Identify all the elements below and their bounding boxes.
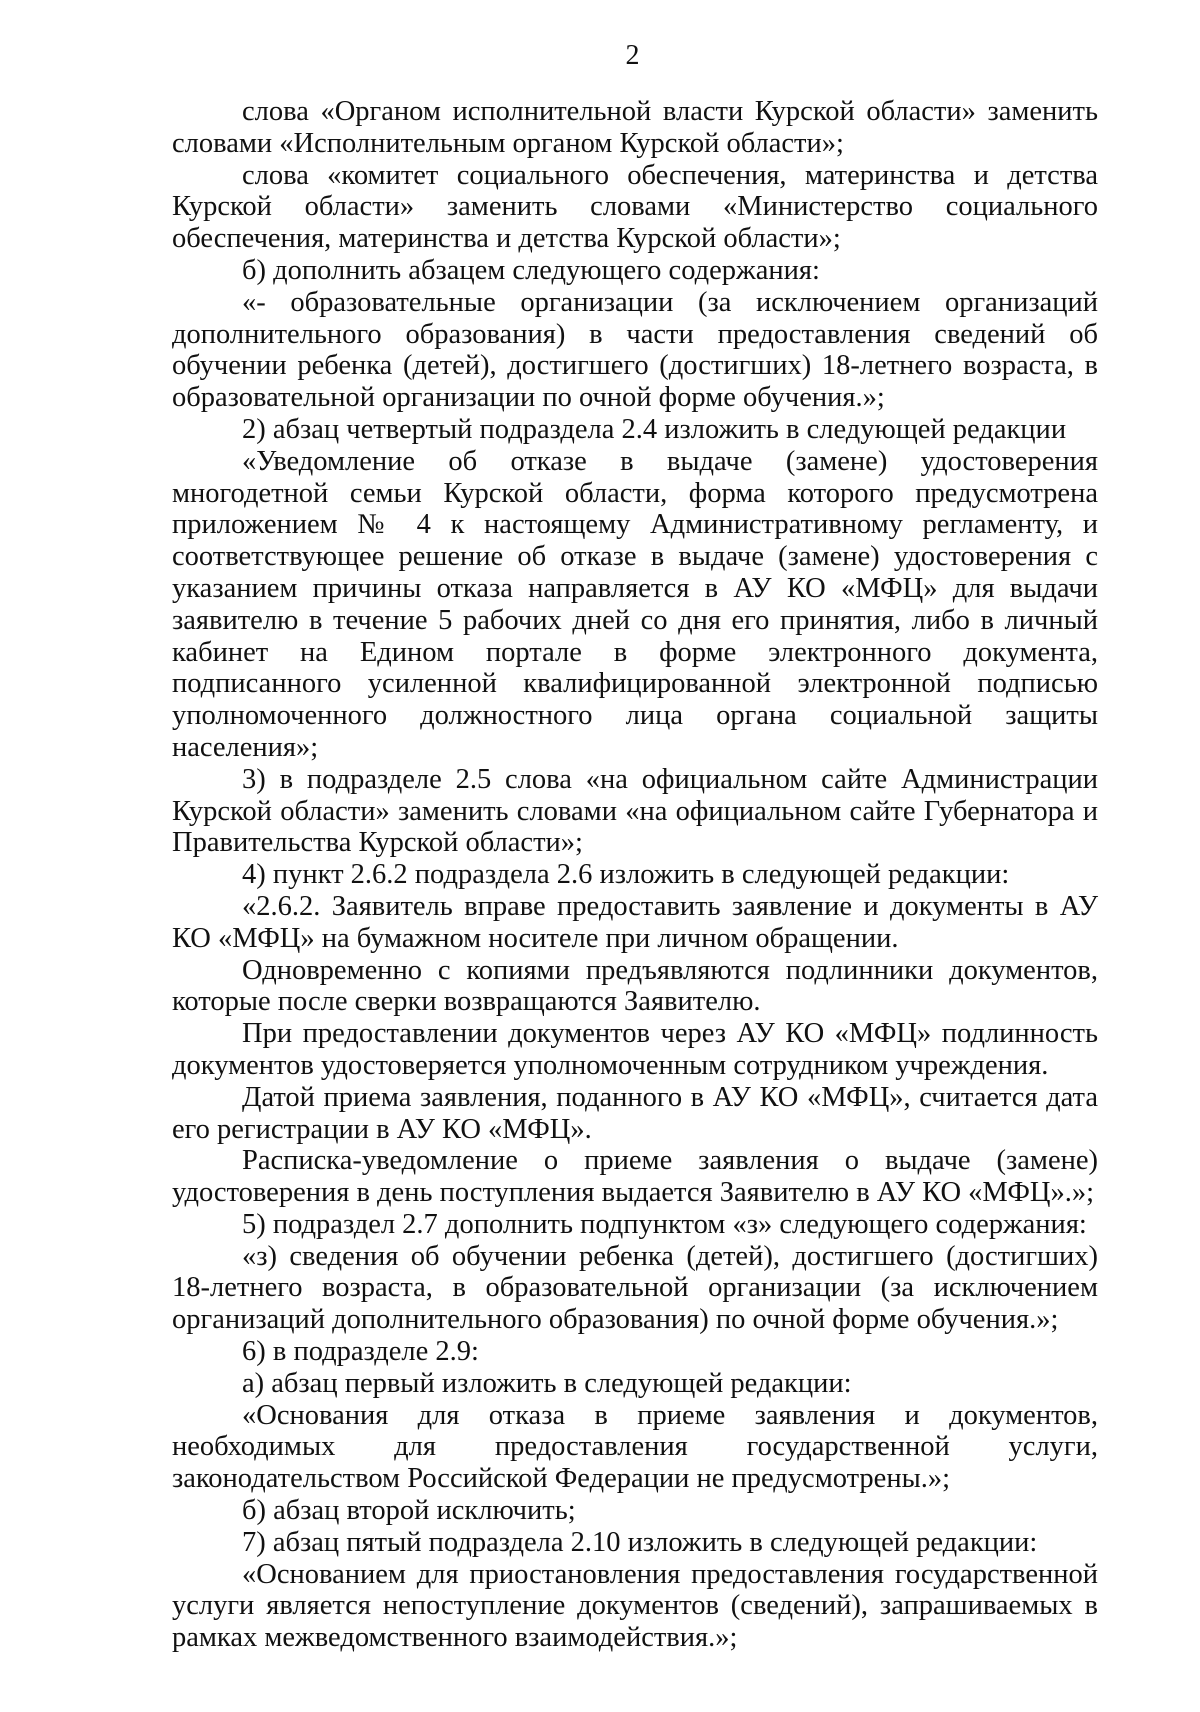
paragraph: «Основания для отказа в приеме заявления и документов, необходимых для предоставления государственной услуги, законодательством Российской Федерации не предусмотрены.»; bbox=[172, 1399, 1098, 1495]
paragraph: Расписка-уведомление о приеме заявления о выдаче (замене) удостоверения в день поступления выдается Заявителю в АУ КО «МФЦ».»; bbox=[172, 1145, 1098, 1209]
paragraph: 5) подраздел 2.7 дополнить подпунктом «з» следующего содержания: bbox=[242, 1208, 1087, 1240]
paragraph: «Основанием для приостановления предоставления государственной услуги является непоступление документов (сведений), запрашиваемых в рамках межведомственного взаимодействия.»; bbox=[172, 1558, 1098, 1654]
paragraph: 2) абзац четвертый подраздела 2.4 изложить в следующей редакции bbox=[242, 413, 1067, 445]
document-body bbox=[172, 96, 1098, 1654]
paragraph: 6) в подразделе 2.9: bbox=[242, 1336, 479, 1368]
paragraph: Одновременно с копиями предъявляются подлинники документов, которые после сверки возвращаются Заявителю. bbox=[172, 954, 1098, 1018]
paragraph: б) абзац второй исключить; bbox=[242, 1495, 576, 1527]
paragraph: слова «Органом исполнительной власти Курской области» заменить словами «Исполнительным органом Курской области»; bbox=[172, 96, 1098, 159]
page-number: 2 bbox=[625, 40, 640, 71]
paragraph: слова «комитет социального обеспечения, материнства и детства Курской области» заменить словами «Министерство социального обеспечения, материнства и детства Курской области»; bbox=[172, 159, 1098, 255]
paragraph: 3) в подразделе 2.5 слова «на официальном сайте Администрации Курской области» заменить словами «на официальном сайте Губернатора и Правительства Курской области»; bbox=[172, 763, 1098, 859]
paragraph: 4) пункт 2.6.2 подраздела 2.6 изложить в следующей редакции: bbox=[242, 859, 1010, 891]
paragraph: «з) сведения об обучении ребенка (детей), достигшего (достигших) 18-летнего возраста, в образовательной организации (за исключением организаций дополнительного образования) по очной форме обучения.»; bbox=[172, 1240, 1098, 1336]
paragraph: При предоставлении документов через АУ КО «МФЦ» подлинность документов удостоверяется уполномоченным сотрудником учреждения. bbox=[172, 1018, 1098, 1081]
paragraph: «- образовательные организации (за исключением организаций дополнительного образования) в части предоставления сведений об обучении ребенка (детей), достигшего (достигших) 18-летнего возраста, в образовательной организации по очной форме обучения.»; bbox=[172, 286, 1098, 414]
paragraph: «2.6.2. Заявитель вправе предоставить заявление и документы в АУ КО «МФЦ» на бумажном носителе при личном обращении. bbox=[172, 890, 1098, 954]
paragraph: «Уведомление об отказе в выдаче (замене) удостоверения многодетной семьи Курской области, форма которого предусмотрена приложением № 4 к настоящему Административному регламенту, и соответствующее решение об отказе в выдаче (замене) удостоверения с указанием причины отказа направляется в АУ КО «МФЦ» для выдачи заявителю в течение 5 рабочих дней со дня его принятия, либо в личный кабинет на Едином портале в форме электронного документа, подписанного усиленной квалифицированной электронной подписью уполномоченного должностного лица органа социальной защиты населения»; bbox=[172, 445, 1098, 763]
paragraph: а) абзац первый изложить в следующей редакции: bbox=[242, 1367, 852, 1399]
paragraph: б) дополнить абзацем следующего содержания: bbox=[242, 254, 820, 286]
paragraph: 7) абзац пятый подраздела 2.10 изложить в следующей редакции: bbox=[242, 1526, 1038, 1558]
paragraph: Датой приема заявления, поданного в АУ КО «МФЦ», считается дата его регистрации в АУ КО «МФЦ». bbox=[172, 1081, 1098, 1145]
